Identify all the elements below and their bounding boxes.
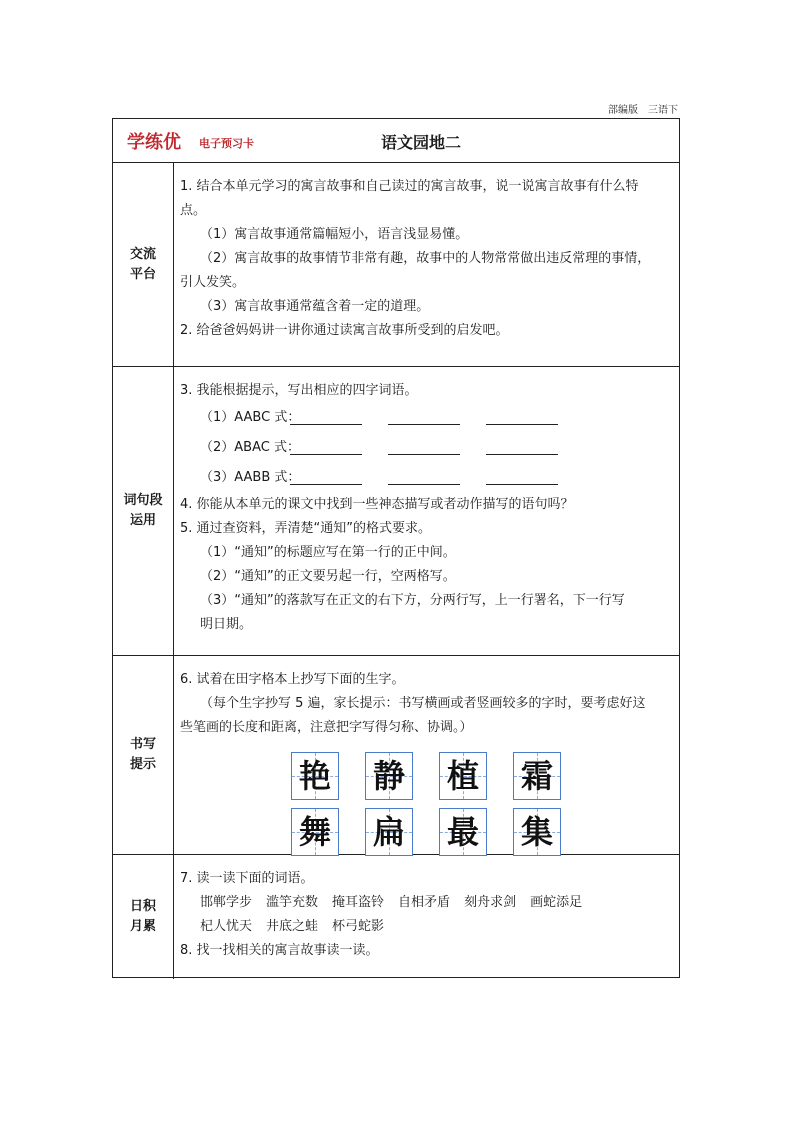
fill-label: （3）AABB 式：: [200, 470, 301, 485]
fill-row-abac: [180, 433, 669, 463]
grid-row: [291, 752, 587, 800]
tianzige-cell: [291, 752, 339, 800]
idiom: 滥竽充数: [266, 895, 319, 910]
lesson-title: 语文园地二: [380, 133, 461, 152]
practice-character: 艳: [298, 757, 331, 795]
tianzige-cell: [365, 808, 413, 856]
practice-character: 霜: [520, 757, 553, 795]
practice-character: 舞: [298, 813, 331, 851]
idiom: 杯弓蛇影: [332, 919, 385, 934]
answer-blank[interactable]: [388, 411, 460, 425]
section-content: [174, 367, 679, 655]
question-6: 6. 试着在田字格本上抄写下面的生字。: [180, 672, 405, 687]
label-line: 日积: [129, 899, 156, 914]
label-line: 交流: [129, 246, 156, 262]
label-line: 词句段: [123, 493, 163, 508]
section-label: [113, 855, 174, 979]
question-1-cont: 点。: [180, 203, 207, 218]
fill-label: （1）AABC 式：: [200, 410, 301, 425]
notice-rule-2: （2）“通知”的正文要另起一行，空两格写。: [200, 569, 456, 584]
section-label: [113, 367, 174, 655]
label-line: 书写: [129, 737, 156, 752]
section-content: [174, 855, 679, 979]
title-row: [113, 119, 679, 163]
tianzige-cell: [439, 808, 487, 856]
answer-blank[interactable]: [486, 471, 558, 485]
idiom: 自相矛盾: [398, 895, 451, 910]
tianzige-cell: [513, 808, 561, 856]
tianzige-cell: [513, 752, 561, 800]
practice-character: 植: [446, 757, 479, 795]
answer-1: （1）寓言故事通常篇幅短小，语言浅显易懂。: [200, 227, 469, 242]
section-label: [113, 163, 174, 366]
section-content: [174, 656, 679, 854]
idiom: 刻舟求剑: [464, 895, 517, 910]
parent-tip: （每个生字抄写 5 遍，家长提示：书写横画或者竖画较多的字时，要考虑好这: [200, 696, 646, 711]
idiom-list: [180, 891, 669, 915]
answer-blank[interactable]: [388, 471, 460, 485]
question-5: 5. 通过查资料，弄清楚“通知”的格式要求。: [180, 521, 432, 536]
parent-tip-cont: 些笔画的长度和距离，注意把字写得匀称、协调。）: [180, 720, 473, 735]
tianzige-cell: [291, 808, 339, 856]
question-3: 3. 我能根据提示，写出相应的四字词语。: [180, 383, 418, 398]
answer-2: （2）寓言故事的故事情节非常有趣，故事中的人物常常做出违反常理的事情，: [200, 251, 651, 266]
tianzige-cell: [439, 752, 487, 800]
answer-blank[interactable]: [388, 441, 460, 455]
fill-label: （2）ABAC 式：: [200, 440, 300, 455]
label-line: 平台: [129, 266, 156, 282]
answer-blank[interactable]: [486, 441, 558, 455]
label-line: 提示: [129, 757, 156, 772]
practice-character: 集: [520, 813, 553, 851]
question-1: 1. 结合本单元学习的寓言故事和自己读过的寓言故事，说一说寓言故事有什么特: [180, 179, 639, 194]
label-line: 运用: [129, 513, 156, 528]
idiom: 井底之蛙: [266, 919, 319, 934]
section-label: [113, 656, 174, 854]
page-header-meta: [608, 101, 678, 116]
brand-logo: 学练优: [127, 132, 181, 153]
question-8: 8. 找一找相关的寓言故事读一读。: [180, 943, 379, 958]
section-exchange: [113, 163, 679, 367]
notice-rule-3-cont: 明日期。: [200, 617, 253, 632]
answer-2-cont: 引人发笑。: [180, 275, 246, 290]
section-words-sentences: [113, 367, 679, 656]
answer-blank[interactable]: [486, 411, 558, 425]
idiom: 邯郸学步: [200, 895, 253, 910]
idiom: 杞人忧天: [200, 919, 253, 934]
idiom-list: [180, 915, 669, 939]
brand-subtitle: 电子预习卡: [199, 137, 254, 150]
grid-row: [291, 808, 587, 856]
grade-label: 三语下: [648, 105, 678, 116]
section-daily-accumulation: [113, 855, 679, 979]
label-line: 月累: [129, 919, 156, 934]
answer-3: （3）寓言故事通常蕴含着一定的道理。: [200, 299, 430, 314]
section-content: [174, 163, 679, 366]
question-4: 4. 你能从本单元的课文中找到一些神态描写或者动作描写的语句吗？: [180, 497, 574, 512]
fill-row-aabb: [180, 463, 669, 493]
practice-character: 静: [372, 757, 405, 795]
tianzige-grid: [291, 752, 587, 864]
notice-rule-1: （1）“通知”的标题应写在第一行的正中间。: [200, 545, 456, 560]
idiom: 画蛇添足: [530, 895, 583, 910]
fill-row-aabc: [180, 403, 669, 433]
section-writing-tips: [113, 656, 679, 855]
notice-rule-3: （3）“通知”的落款写在正文的右下方，分两行写，上一行署名，下一行写: [200, 593, 625, 608]
answer-blank[interactable]: [290, 471, 362, 485]
answer-blank[interactable]: [290, 441, 362, 455]
practice-character: 扁: [372, 813, 405, 851]
edition-label: 部编版: [608, 105, 638, 116]
preview-card-table: [112, 118, 680, 978]
question-7: 7. 读一读下面的词语。: [180, 871, 314, 886]
idiom: 掩耳盗铃: [332, 895, 385, 910]
question-2: 2. 给爸爸妈妈讲一讲你通过读寓言故事所受到的启发吧。: [180, 323, 509, 338]
tianzige-cell: [365, 752, 413, 800]
practice-character: 最: [446, 813, 479, 851]
answer-blank[interactable]: [290, 411, 362, 425]
